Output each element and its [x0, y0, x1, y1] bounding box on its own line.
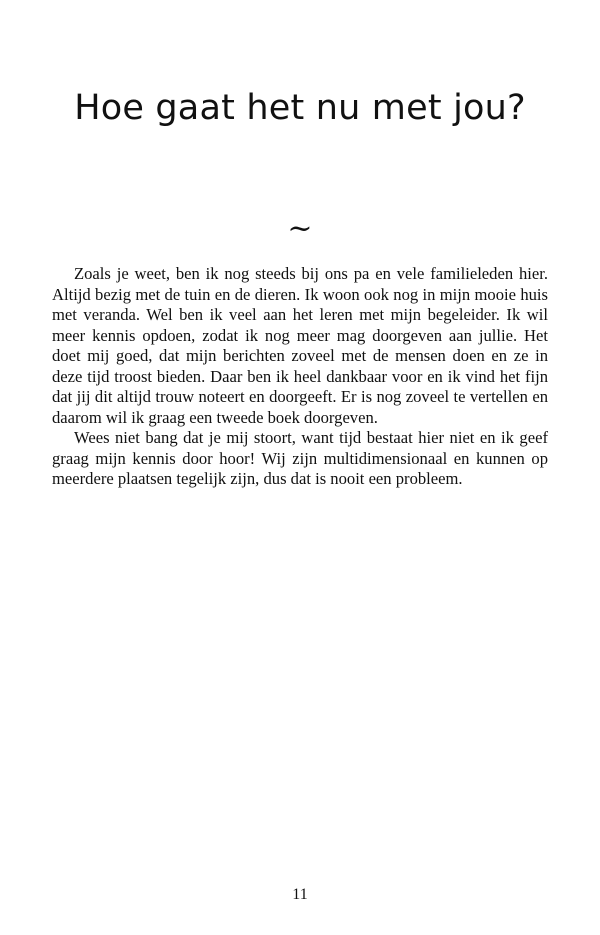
paragraph-2: Wees niet bang dat je mij stoort, want tijd bestaat hier niet en ik geef graag mijn kennis door hoor! Wij zijn multidimensionaal en kunnen op meerdere plaatsen tegelijk zijn, dus dat is nooit een probleem. [52, 428, 548, 488]
body-text [52, 264, 548, 490]
tilde-ornament: ~ [287, 211, 313, 246]
page-number: 11 [292, 886, 308, 903]
paragraph-1: Zoals je weet, ben ik nog steeds bij ons pa en vele familieleden hier. Altijd bezig met de tuin en de dieren. Ik woon ook nog in mijn mooie huis met veranda. Wel ben ik veel aan het leren met mijn begeleider. Ik wil meer kennis opdoen, zodat ik nog meer mag doorgeven aan jullie. Het doet mij goed, dat mijn berichten zoveel met de mensen doen en ze in deze tijd troost bieden. Daar ben ik heel dankbaar voor en ik vind het fijn dat jij dit altijd trouw noteert en doorgeeft. Er is nog zoveel te vertellen en daarom wil ik graag een tweede boek doorgeven. [52, 264, 548, 427]
chapter-title: Hoe gaat het nu met jou? [74, 88, 526, 128]
